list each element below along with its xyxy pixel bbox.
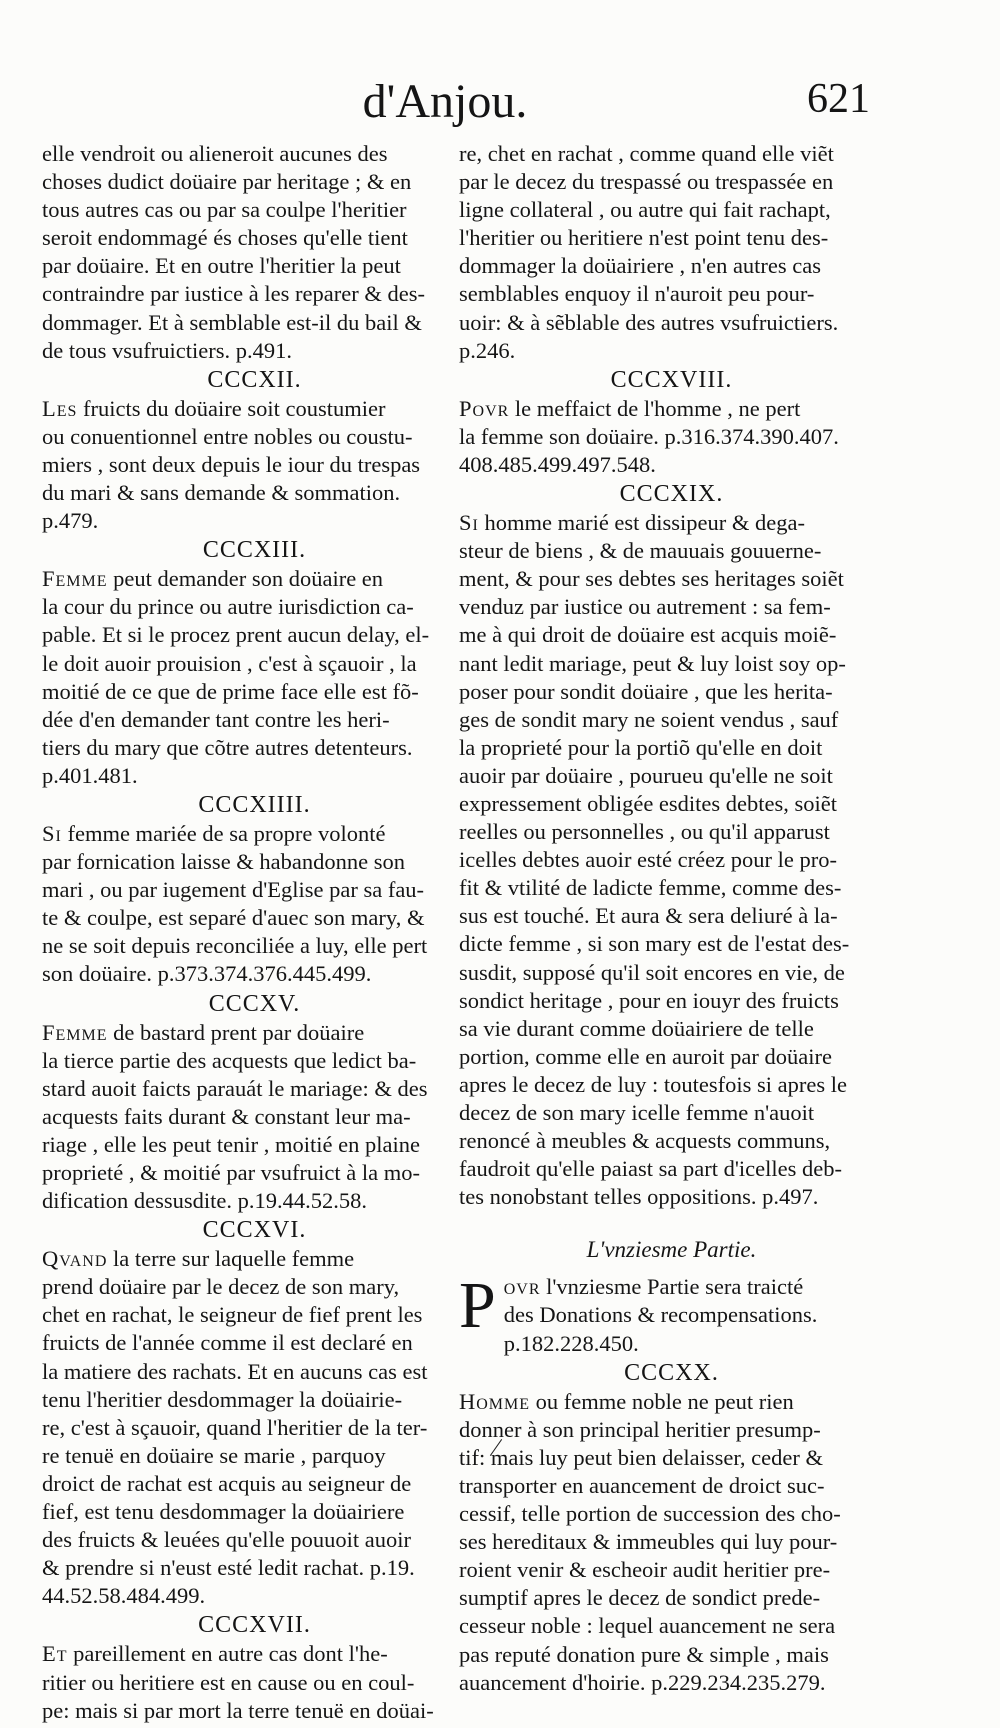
text-line: uoir: & à sẽblable des autres vsufruictiers.	[459, 309, 839, 335]
part-title: L'vnziesme Partie.	[586, 1237, 757, 1263]
text-line: dicte femme , si son mary est de l'estat des-	[459, 931, 850, 957]
text-line: p.479.	[42, 508, 99, 534]
text-line: tenu l'heritier desdommager la doüairie-	[42, 1386, 403, 1412]
text-line: susdit, supposé qu'il soit encores en vie, de	[459, 959, 845, 985]
text-line: sus est touché. Et aura & sera deliuré à la-	[459, 903, 838, 929]
text-line: proprieté , & moitié par vsufruict à la mo-	[42, 1160, 421, 1185]
text-line: re, c'est à sçauoir, quand l'heritier de la ter-	[42, 1414, 428, 1440]
lead-word: Si	[459, 510, 479, 536]
text-line: par le decez du trespassé ou trespassée en	[459, 169, 834, 195]
text-line: elle vendroit ou alieneroit aucunes des	[42, 141, 388, 166]
text-line: donner à son principal heritier presump-	[459, 1416, 821, 1442]
paragraph	[42, 820, 467, 989]
text-line: fruicts de l'année comme il est declaré en	[42, 1330, 413, 1356]
article-heading: CCCXVIII.	[610, 366, 733, 393]
text-line: par doüaire. Et en outre l'heritier la peut	[42, 253, 401, 279]
text-line: la tierce partie des acquests que ledict ba-	[42, 1047, 417, 1073]
text-line: dification dessusdite. p.19.44.52.58.	[42, 1188, 367, 1214]
text-line: contraindre par iustice à les reparer & des-	[42, 281, 425, 307]
text-line: l'heritier ou heritiere n'est point tenu des-	[459, 225, 829, 251]
lead-word: Les	[42, 395, 78, 421]
text-line: pable. Et si le procez prent aucun delay, el-	[42, 622, 430, 648]
text-line: Homme ou femme noble ne peut rien	[459, 1388, 794, 1414]
text-line: ses hereditaux & immeubles qui luy pour-	[459, 1529, 838, 1555]
text-line: p.182.228.450.	[503, 1330, 639, 1356]
drop-cap: P	[459, 1269, 496, 1343]
text-line: 44.52.58.484.499.	[42, 1583, 206, 1609]
text-line: transporter en auancement de droict suc-	[459, 1472, 825, 1498]
text-line: p.246.	[459, 337, 516, 363]
text-line: Si femme mariée de sa propre volonté	[42, 820, 386, 846]
lead-word: Homme	[459, 1388, 531, 1414]
paragraph	[42, 1640, 467, 1724]
lead-word: ovr	[503, 1274, 541, 1300]
text-line: chet en rachat, le seigneur de fief prent les	[42, 1302, 423, 1328]
text-line: portion, comme elle en auroit par doüaire	[459, 1043, 832, 1069]
part-intro	[459, 1269, 884, 1357]
text-line: re, chet en rachat , comme quand elle viẽt	[459, 141, 834, 166]
text-line: la matiere des rachats. Et en aucuns cas est	[42, 1358, 428, 1384]
text-line: miers , sont deux depuis le iour du trespas	[42, 451, 421, 477]
text-line: Les fruicts du doüaire soit coustumier	[42, 395, 386, 421]
text-line: cesseur noble : lequel auancement ne sera	[459, 1613, 836, 1639]
text-line: stard auoit faicts parauát le mariage: & des	[42, 1075, 428, 1101]
text-line: par fornication laisse & habandonne son	[42, 849, 406, 875]
text-line: tiers du mary que cõtre autres detenteurs.	[42, 734, 413, 760]
text-line: droict de rachat est acquis au seigneur de	[42, 1470, 412, 1496]
text-line: Et pareillement en autre cas dont l'he-	[42, 1641, 388, 1667]
text-line: fit & vtilité de ladicte femme, comme des-	[459, 875, 842, 901]
paragraph	[42, 565, 467, 790]
lead-word: Povr	[459, 395, 510, 421]
text-line: expressement obligée esdites debtes, soiẽt	[459, 790, 838, 816]
text-line: icelles debtes auoir esté créez pour le pro-	[459, 847, 837, 873]
left-column	[42, 140, 467, 1725]
page-number: 621	[807, 76, 870, 122]
text-line: acquests faits durant & constant leur ma-	[42, 1103, 411, 1129]
right-column	[459, 140, 884, 1697]
text-line: steur de biens , & de mauuais gouuerne-	[459, 538, 822, 564]
text-line: roient venir & escheoir audit heritier pre-	[459, 1557, 831, 1583]
text-line: p.401.481.	[42, 762, 138, 788]
text-line: mari , ou par iugement d'Eglise par sa fau-	[42, 877, 425, 903]
article-heading: CCCXV.	[208, 990, 301, 1017]
text-line: du mari & sans demande & sommation.	[42, 480, 401, 506]
running-title: d'Anjou.	[362, 75, 528, 128]
text-line: decez de son mary icelle femme n'auoit	[459, 1100, 815, 1125]
paragraph	[459, 1388, 884, 1697]
text-line: le doit auoir prouision , c'est à sçauoir , la	[42, 650, 417, 676]
paragraph	[42, 395, 467, 535]
text-line: la cour du prince ou autre iurisdiction ca-	[42, 594, 414, 620]
text-line: ovr l'vnziesme Partie sera traicté	[503, 1274, 804, 1300]
text-line: son doüaire. p.373.374.376.445.499.	[42, 961, 372, 987]
text-line: de tous vsufruictiers. p.491.	[42, 337, 292, 363]
text-line: reelles ou personnelles , ou qu'il apparust	[459, 819, 830, 845]
paragraph	[459, 509, 884, 1211]
text-line: riage , elle les peut tenir , moitié en plaine	[42, 1131, 420, 1157]
lead-word: Si	[42, 820, 62, 846]
text-line: dommager. Et à semblable est-il du bail &	[42, 309, 422, 335]
text-line: nant ledit mariage, peut & luy loist soy op-	[459, 650, 846, 676]
text-line: tous autres cas ou par sa coulpe l'heritier	[42, 197, 407, 223]
text-line: poser pour sondit doüaire , que les herita-	[459, 678, 833, 704]
text-line: Femme de bastard prent par doüaire	[42, 1019, 365, 1045]
text-line: me à qui droit de doüaire est acquis moiẽ-	[459, 622, 837, 648]
text-line: dée d'en demander tant contre les heri-	[42, 706, 390, 732]
paragraph	[459, 395, 884, 479]
article-heading: CCCXII.	[207, 366, 302, 393]
lead-word: Femme	[42, 566, 108, 592]
text-line: 408.485.499.497.548.	[459, 451, 656, 477]
text-line: la proprieté pour la portiõ qu'elle en doit	[459, 734, 823, 760]
text-line: te & coulpe, est separé d'auec son mary, &	[42, 905, 425, 931]
lead-word: Et	[42, 1641, 68, 1667]
paragraph	[42, 1019, 467, 1216]
text-line: tif: mais luy peut bien delaisser, ceder &	[459, 1444, 823, 1470]
text-line: ligne collateral , ou autre qui fait rachapt,	[459, 197, 831, 223]
text-line: ritier ou heritiere est en cause ou en coul-	[42, 1669, 415, 1695]
text-line: Si homme marié est dissipeur & degа-	[459, 510, 806, 536]
text-line: tes nonobstant telles oppositions. p.497.	[459, 1184, 819, 1210]
text-line: sumptif apres le decez de sondict prede-	[459, 1585, 821, 1611]
article-heading: CCCXVII.	[198, 1612, 311, 1639]
text-line: Femme peut demander son doüaire en	[42, 566, 384, 592]
text-line: pas reputé donation pure & simple , mais	[459, 1641, 829, 1667]
text-line: ment, & pour ses debtes ses heritages soiẽt	[459, 566, 844, 592]
text-line: la femme son doüaire. p.316.374.390.407.	[459, 423, 839, 449]
text-line: faudroit qu'elle paiast sa part d'icelles deb-	[459, 1156, 842, 1182]
text-line: dommager la doüairiere , n'en autres cas	[459, 253, 822, 279]
text-line: des Donations & recompensations.	[503, 1302, 818, 1328]
lead-word: Femme	[42, 1019, 108, 1045]
text-line: semblables enquoy il n'auroit peu pour-	[459, 281, 815, 307]
text-line: ou conuentionnel entre nobles ou coustu-	[42, 423, 413, 449]
article-heading: CCCXIIII.	[198, 791, 311, 818]
text-line: des fruicts & leuées qu'elle pouuoit auoir	[42, 1527, 411, 1553]
text-line: cessif, telle portion de succession des cho-	[459, 1501, 841, 1527]
paragraph	[42, 1245, 467, 1610]
lead-word: Qvand	[42, 1246, 108, 1272]
article-heading: CCCXIX.	[619, 481, 724, 508]
article-heading: CCCXIII.	[202, 537, 307, 564]
text-line: fief, est tenu desdommager la doüairiere	[42, 1499, 405, 1525]
text-line: & prendre si n'eust esté ledit rachat. p.19.	[42, 1555, 415, 1581]
paragraph	[459, 1269, 884, 1357]
text-line: renoncé à meubles & acquests communs,	[459, 1128, 831, 1154]
text-line: auancement d'hoirie. p.229.234.235.279.	[459, 1669, 826, 1695]
text-line: sondict heritage , pour en iouyr des fruicts	[459, 987, 839, 1013]
text-line: sa vie durant comme doüairiere de telle	[459, 1015, 814, 1041]
paragraph	[42, 140, 467, 365]
text-line: Qvand la terre sur laquelle femme	[42, 1246, 355, 1272]
text-line: venduz par iustice ou autrement : sa fem-	[459, 594, 831, 620]
text-line: moitié de ce que de prime face elle est fõ-	[42, 678, 419, 704]
text-line: apres le decez de luy : toutesfois si apres le	[459, 1071, 847, 1097]
text-line: choses dudict doüaire par heritage ; & en	[42, 169, 412, 195]
text-line: seroit endommagé és choses qu'elle tient	[42, 225, 408, 251]
article-heading: CCCXX.	[624, 1359, 719, 1386]
text-line: pe: mais si par mort la terre tenuë en doüai-	[42, 1697, 434, 1723]
article-heading: CCCXVI.	[202, 1217, 307, 1244]
text-line: auoir par doüaire , pourueu qu'elle ne soit	[459, 762, 833, 788]
text-line: re tenuë en doüaire se marie , parquoy	[42, 1442, 386, 1468]
paragraph	[459, 140, 884, 365]
text-line: ges de sondit mary ne soient vendus , sauf	[459, 706, 839, 732]
text-line: Povr le meffaict de l'homme , ne pert	[459, 395, 801, 421]
text-line: prend doüaire par le decez de son mary,	[42, 1274, 400, 1300]
text-line: ne se soit depuis reconciliée a luy, elle pert	[42, 933, 428, 959]
